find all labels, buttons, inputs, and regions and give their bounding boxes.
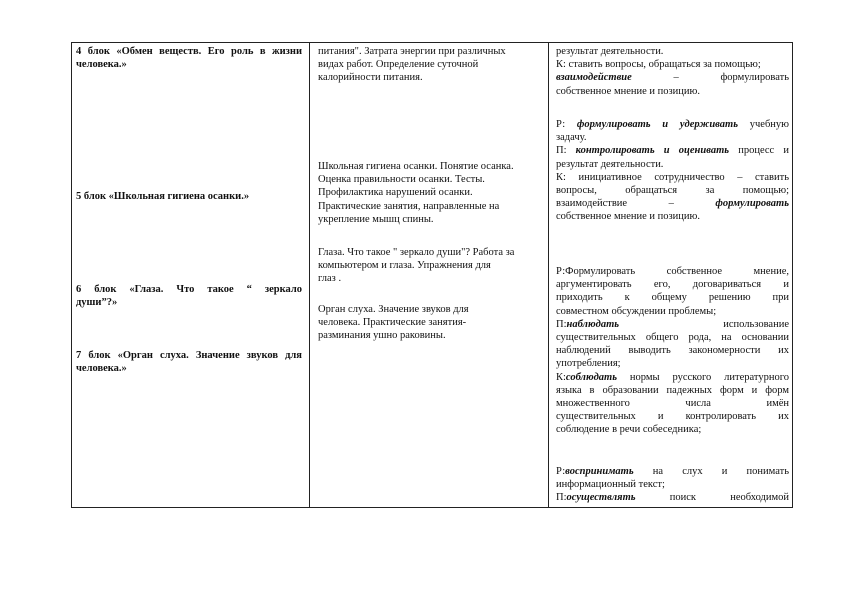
block-7-title: 7 блок «Орган слуха. Значение звуков для человека.»: [76, 350, 302, 375]
actions-block-4: результат деятельности. К: ставить вопросы, обращаться за помощью; взаимодействие – формулировать собственное мнение и позицию.: [556, 46, 789, 97]
block-4-title: 4 блок «Обмен веществ. Его роль в жизни человека.»: [76, 46, 302, 71]
actions-block-6: Р:Формулировать собственное мнение, аргументировать его, договариваться и приходить к общему решению при совместном обсуждении проблемы; П:наблюдать использование существительных общего рода, на основании наблюдений выводить закономерности их употребления; К:соблюдать нормы русского литературного языка в образовании падежных форм и форм множественного числа имён существительных и контролировать их соблюдение в речи собеседника;: [556, 266, 789, 436]
content-block-5: Школьная гигиена осанки. Понятие осанка. Оценка правильности осанки. Тесты. Профилактика нарушений осанки. Практические занятия, направленные на укрепление мышц спины.: [318, 161, 514, 225]
content-block-7: Орган слуха. Значение звуков для человека. Практические занятия- разминания ушно раковины.: [318, 304, 469, 342]
actions-block-5: Р: формулировать и удерживать учебную задачу. П: контролировать и оценивать процесс и результат деятельности. К: инициативное сотрудничество – ставить вопросы, обращаться за помощью; взаимодействие – формулировать собственное мнение и позицию.: [556, 119, 790, 223]
content-block-4: питания". Затрата энергии при различных видах работ. Определение суточной калорийности питания.: [318, 46, 506, 84]
block-5-title: 5 блок «Школьная гигиена осанки.»: [76, 191, 250, 202]
column-divider-2: [548, 42, 549, 508]
content-block-6: Глаза. Что такое " зеркало души"? Работа за компьютером и глаза. Упражнения для глаз .: [318, 247, 515, 285]
block-6-title: 6 блок «Глаза. Что такое “ зеркало души”?»: [76, 284, 302, 309]
column-divider-1: [309, 42, 310, 508]
actions-block-7: Р:воспринимать на слух и понимать информационный текст; П:осуществлять поиск необходимой: [556, 466, 789, 504]
